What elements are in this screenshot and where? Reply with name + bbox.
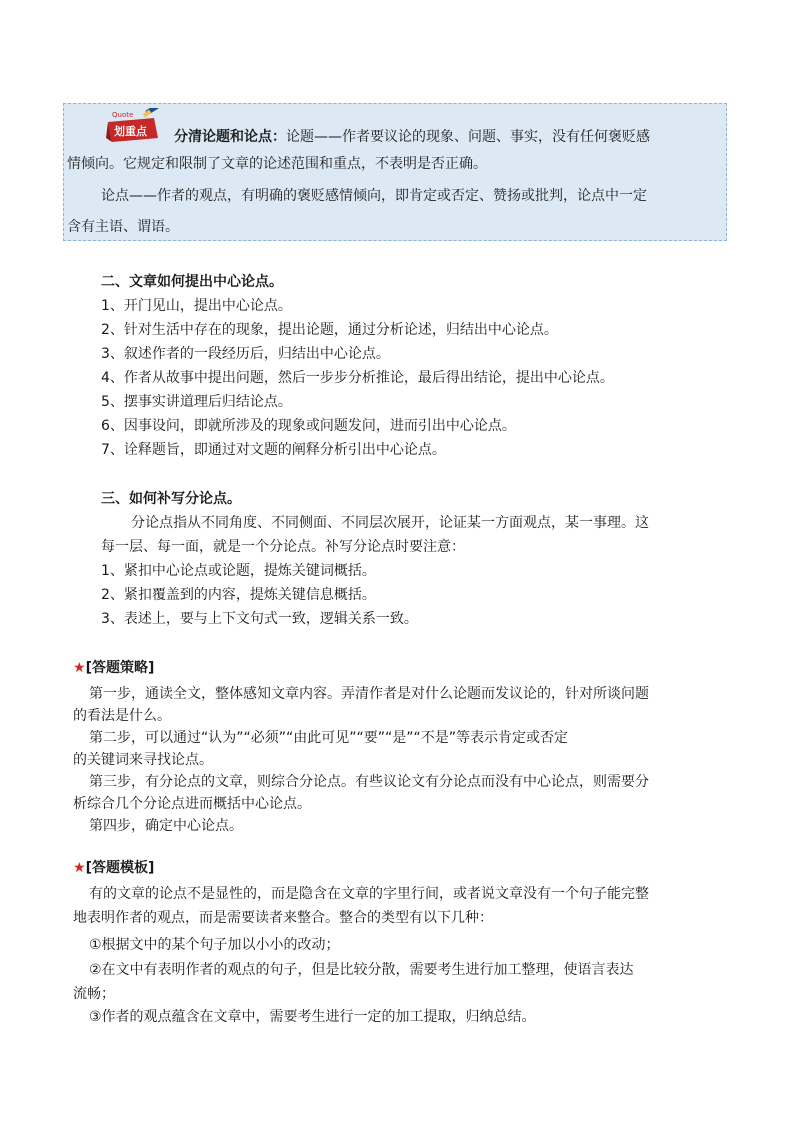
template-line-1: 有的文章的论点不是显性的，而是隐含在文章的字里行间，或者说文章没有一个句子能完整 xyxy=(89,886,649,902)
section3-intro-line-2: 每一层、每一面，就是一个分论点。补写分论点时要注意： xyxy=(101,539,465,555)
template-line-6: ③作者的观点蕴含在文章中，需要考生进行一定的加工提取，归纳总结。 xyxy=(89,1009,536,1025)
section2-item-6: 6、因事设问，即就所涉及的现象或问题发问，进而引出中心论点。 xyxy=(101,418,516,434)
section3-item-3: 3、表述上，要与上下文句式一致，逻辑关系一致。 xyxy=(101,611,418,627)
template-line-4: ②在文中有表明作者的观点的句子，但是比较分散，需要考生进行加工整理，使语言表达 xyxy=(89,962,634,978)
section2-item-1: 1、开门见山，提出中心论点。 xyxy=(101,298,292,314)
template-heading-row xyxy=(73,857,154,877)
section2-item-7: 7、诠释题旨，即通过对文题的阐释分析引出中心论点。 xyxy=(101,442,446,458)
section2-heading: 二、文章如何提出中心论点。 xyxy=(101,274,283,290)
strategy-line-6: 析综合几个分论点进而概括中心论点。 xyxy=(73,796,311,812)
keypoint-line-3: 论点——作者的观点，有明确的褒贬感情倾向，即肯定或否定、赞扬或批判，论点中一定 xyxy=(101,188,647,204)
strategy-line-3: 第二步，可以通过“认为”“必须”“由此可见”“要”“是”“不是”等表示肯定或否定 xyxy=(89,730,569,746)
strategy-line-1: 第一步，通读全文，整体感知文章内容。弄清作者是对什么论题而发议论的，针对所谈问题 xyxy=(89,686,649,702)
section3-intro-line-1: 分论点指从不同角度、不同侧面、不同层次展开，论证某一方面观点，某一事理。这 xyxy=(131,515,649,531)
keypoint-line1-rest: 论题——作者要议论的现象、问题、事实，没有任何褒贬感 xyxy=(286,129,650,145)
keypoint-line-1 xyxy=(174,127,650,147)
template-line-5: 流畅； xyxy=(73,986,115,1002)
strategy-line-5: 第三步，有分论点的文章，则综合分论点。有些议论文有分论点而没有中心论点，则需要分 xyxy=(89,774,649,790)
keypoint-title: 分清论题和论点： xyxy=(174,129,286,145)
section2-item-3: 3、叙述作者的一段经历后，归结出中心论点。 xyxy=(101,346,390,362)
keypoint-line-2: 情倾向。它规定和限制了文章的论述范围和重点，不表明是否正确。 xyxy=(67,156,487,172)
template-line-3: ①根据文中的某个句子加以小小的改动； xyxy=(89,937,340,953)
keypoint-line-4: 含有主语、谓语。 xyxy=(67,219,179,235)
template-heading: [答题模板] xyxy=(85,860,155,876)
section2-item-2: 2、针对生活中存在的现象，提出论题，通过分析论述，归结出中心论点。 xyxy=(101,322,558,338)
section3-item-2: 2、紧扣覆盖到的内容，提炼关键信息概括。 xyxy=(101,587,376,603)
section3-heading: 三、如何补写分论点。 xyxy=(101,491,241,507)
strategy-line-4: 的关键词来寻找论点。 xyxy=(73,752,213,768)
section2-item-4: 4、作者从故事中提出问题，然后一步步分析推论，最后得出结论，提出中心论点。 xyxy=(101,370,614,386)
strategy-heading: [答题策略] xyxy=(85,660,155,676)
section3-item-1: 1、紧扣中心论点或论题，提炼关键词概括。 xyxy=(101,563,376,579)
section2-item-5: 5、摆事实讲道理后归结论点。 xyxy=(101,394,292,410)
template-line-2: 地表明作者的观点，而是需要读者来整合。整合的类型有以下几种： xyxy=(73,910,493,926)
badge-small-text: Quote xyxy=(112,111,134,119)
strategy-line-2: 的看法是什么。 xyxy=(73,708,171,724)
highlight-badge-icon xyxy=(104,108,168,148)
strategy-heading-row xyxy=(73,657,154,677)
star-icon: ★ xyxy=(73,860,86,876)
star-icon: ★ xyxy=(73,660,86,676)
strategy-line-7: 第四步，确定中心论点。 xyxy=(89,818,243,834)
badge-text: 划重点 xyxy=(114,125,147,138)
